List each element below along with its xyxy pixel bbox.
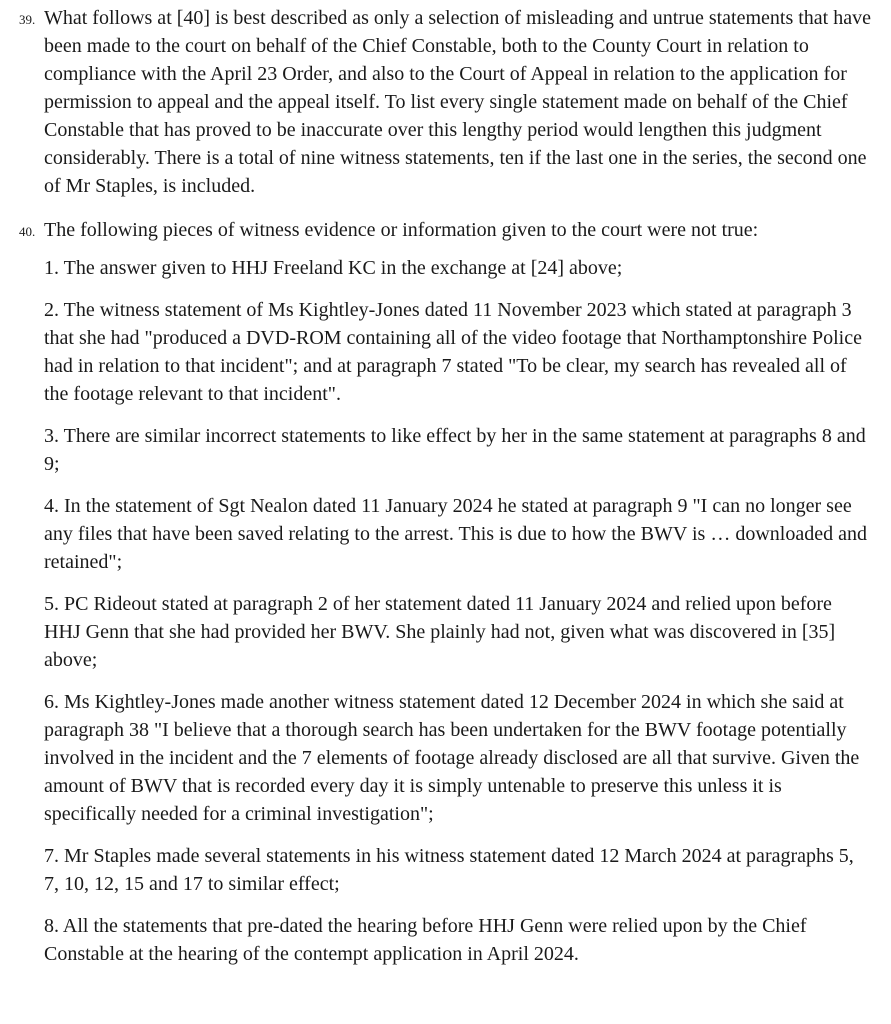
paragraph-number: 40. <box>19 224 36 239</box>
list-item: 1. The answer given to HHJ Freeland KC in the exchange at [24] above; <box>44 257 623 279</box>
untrue-statements-list <box>0 254 891 968</box>
paragraph-text: What follows at [40] is best described as only a selection of misleading and untrue statements that have been made to the court on behalf of the Chief Constable, both to the County Court in relation to compliance with the April 23 Order, and also to the Court of Appeal in relation to the application for permission to appeal and the appeal itself. To list every single statement made on behalf of the Chief Constable that has proved to be inaccurate over this lengthy period would lengthen this judgment considerably. There is a total of nine witness statements, ten if the last one in the series, the second one of Mr Staples, is included. <box>44 7 871 197</box>
list-item: 5. PC Rideout stated at paragraph 2 of her statement dated 11 January 2024 and relied upon before HHJ Genn that she had provided her BWV. She plainly had not, given what was discovered in [35] above; <box>44 593 836 671</box>
list-item: 4. In the statement of Sgt Nealon dated 11 January 2024 he stated at paragraph 9 "I can no longer see any files that have been saved relating to the arrest. This is due to how the BWV is … downloaded and retained"; <box>44 495 867 573</box>
list-item: 2. The witness statement of Ms Kightley-Jones dated 11 November 2023 which stated at paragraph 3 that she had "produced a DVD-ROM containing all of the video footage that Northamptonshire Police had in relation to that incident"; and at paragraph 7 stated "To be clear, my search has revealed all of the footage relevant to that incident". <box>44 299 862 405</box>
list-item: 8. All the statements that pre-dated the hearing before HHJ Genn were relied upon by the Chief Constable at the hearing of the contempt application in April 2024. <box>44 915 807 965</box>
paragraph-text: The following pieces of witness evidence or information given to the court were not true: <box>44 219 759 241</box>
paragraph-40 <box>0 216 891 244</box>
list-item: 7. Mr Staples made several statements in his witness statement dated 12 March 2024 at paragraphs 5, 7, 10, 12, 15 and 17 to similar effect; <box>44 845 854 895</box>
paragraph-number: 39. <box>19 12 36 27</box>
list-item: 6. Ms Kightley-Jones made another witness statement dated 12 December 2024 in which she said at paragraph 38 "I believe that a thorough search has been undertaken for the BWV footage potentially involved in the incident and the 7 elements of footage already disclosed are all that survive. Given the amount of BWV that is recorded every day it is simply untenable to preserve this unless it is specifically needed for a criminal investigation"; <box>44 691 860 825</box>
list-item: 3. There are similar incorrect statements to like effect by her in the same statement at paragraphs 8 and 9; <box>44 425 866 475</box>
paragraph-39 <box>0 4 891 200</box>
